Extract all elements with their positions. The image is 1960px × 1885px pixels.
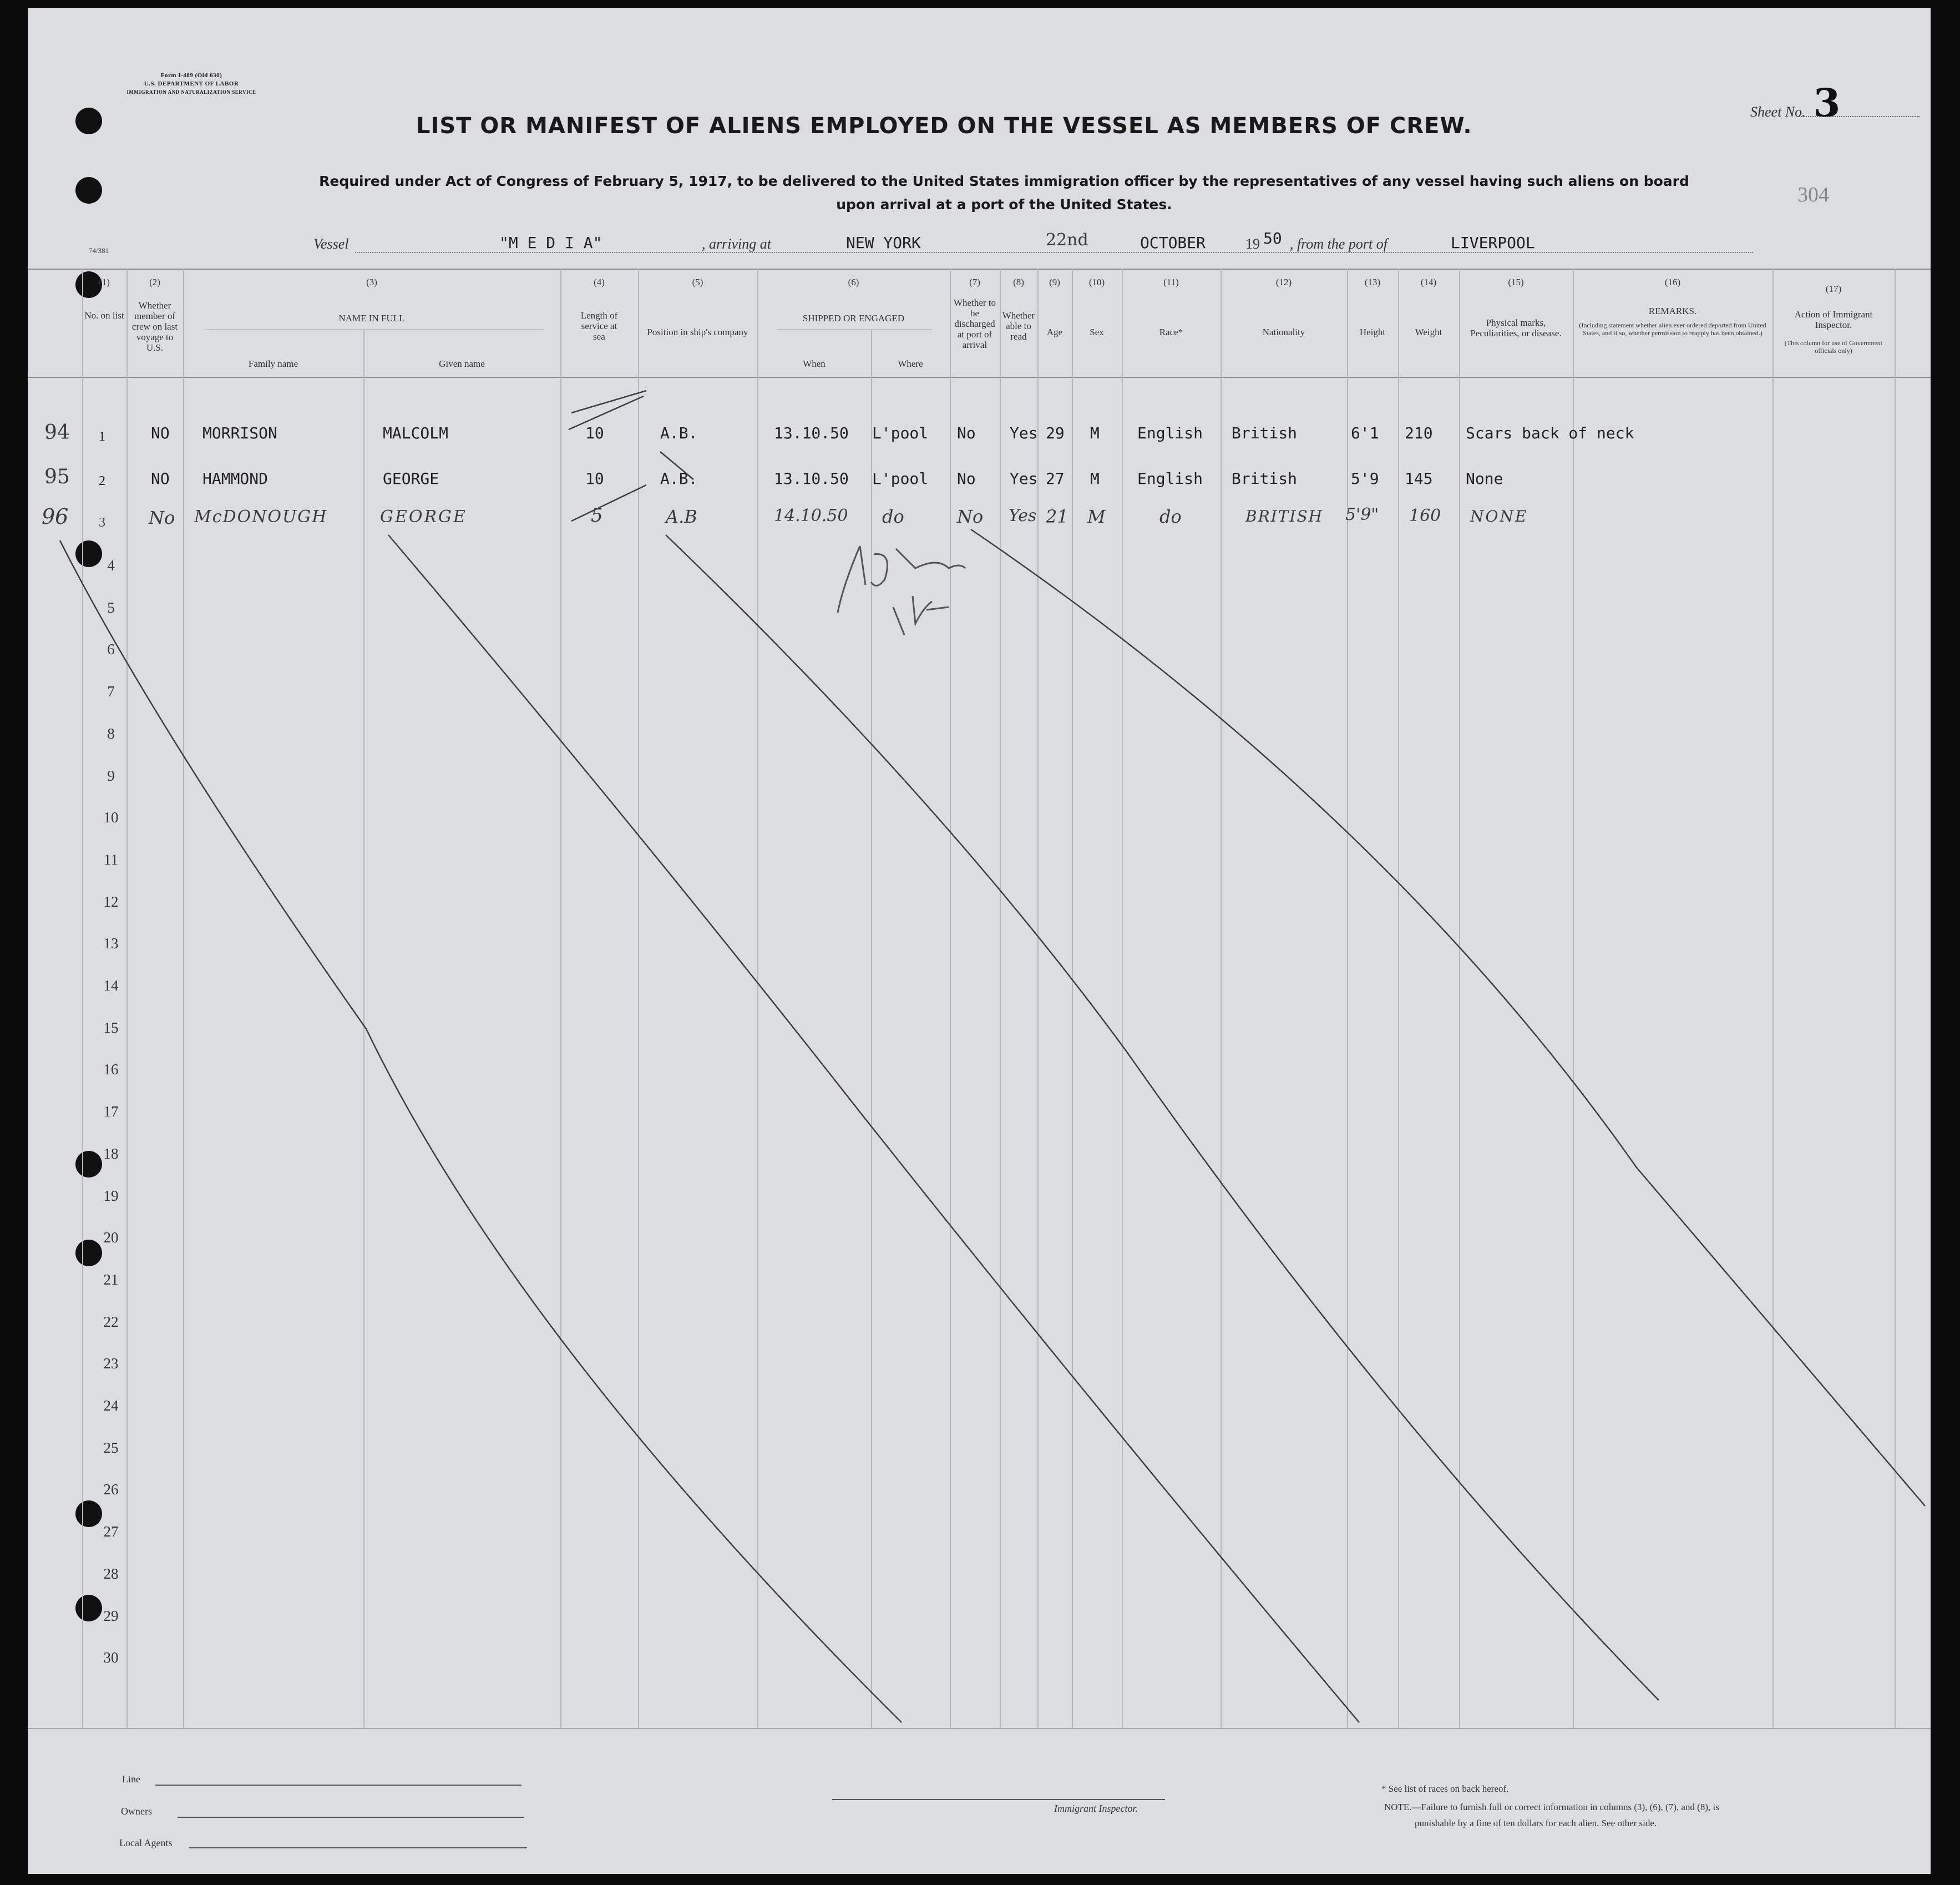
line-number: 4	[107, 557, 115, 574]
footer-owners-underline	[178, 1817, 524, 1818]
column-number: (12)	[1275, 277, 1292, 287]
line-number: 25	[103, 1439, 119, 1456]
column-number: (3)	[366, 277, 377, 287]
from-label: , from the port of	[1290, 236, 1387, 252]
cell-family-name: MORRISON	[202, 424, 277, 442]
column-header-discharged: Whether to be discharged at port of arrival	[954, 297, 996, 350]
column-number: (6)	[848, 277, 859, 287]
line-number: 24	[103, 1397, 119, 1414]
column-header-weight: Weight	[1415, 327, 1442, 337]
line-number: 21	[103, 1271, 119, 1288]
column-header-remarks: REMARKS.	[1648, 306, 1697, 316]
cancellation-line	[971, 529, 1925, 1506]
column-header-shipped-or-engaged: SHIPPED OR ENGAGED	[802, 313, 905, 324]
column-header-able-to-read: Whether able to read	[1002, 310, 1035, 342]
column-header-name-in-full: NAME IN FULL	[338, 313, 405, 324]
line-number: 6	[107, 641, 115, 658]
cell-when: 13.10.50	[774, 469, 849, 488]
margin-number: 95	[44, 466, 70, 488]
cell-service: 10	[585, 424, 604, 442]
cell-discharged: No	[957, 469, 976, 488]
race-note: * See list of races on back hereof.	[1381, 1783, 1509, 1794]
departure-port: LIVERPOOL	[1451, 234, 1535, 252]
cell-read: Yes	[1009, 506, 1037, 525]
cell-sex: M	[1090, 424, 1100, 442]
column-header-when: When	[803, 358, 825, 369]
sheet-number: 3	[1813, 80, 1841, 126]
column-header-family-name: Family name	[248, 358, 298, 369]
column-number: (7)	[969, 277, 980, 287]
column-header-physical-marks: Physical marks, Peculiarities, or disease.	[1470, 317, 1562, 338]
cell-position: A.B	[666, 506, 697, 527]
column-header-position: Position in ship's company	[647, 327, 748, 337]
print-code: 74/381	[89, 246, 109, 255]
cell-physical-marks: NONE	[1470, 507, 1528, 525]
tick-mark	[571, 485, 646, 521]
line-number: 18	[103, 1145, 119, 1162]
footer-agents-underline	[189, 1847, 527, 1848]
cancellation-line	[666, 535, 1659, 1700]
column-header-length-of-service: Length of service at sea	[580, 310, 618, 342]
inspector-label: Immigrant Inspector.	[1054, 1803, 1138, 1814]
remarks-note: (Including statement whether alien ever ordered deported from United States, and if so, whether permission to reapply has been obtained.)	[1579, 321, 1766, 337]
cell-where: do	[882, 506, 904, 527]
line-number: 12	[103, 893, 119, 910]
tick-mark	[571, 391, 646, 413]
column-number: (10)	[1088, 277, 1105, 287]
cell-age: 27	[1046, 469, 1065, 488]
line-number: 29	[103, 1607, 119, 1624]
cell-given-name: GEORGE	[380, 507, 467, 527]
column-number: (13)	[1364, 277, 1381, 287]
note-line-1: NOTE.—Failure to furnish full or correct information in columns (3), (6), (7), and (8), is	[1384, 1802, 1719, 1812]
line-number: 28	[103, 1565, 119, 1582]
cell-physical-marks: Scars back of neck	[1466, 424, 1634, 442]
cell-weight: 160	[1409, 506, 1441, 525]
line-number: 20	[103, 1229, 119, 1246]
cell-race: do	[1159, 506, 1182, 527]
arriving-label: , arriving at	[702, 236, 771, 252]
cell-nationality: British	[1232, 469, 1298, 488]
line-number: 27	[103, 1523, 119, 1540]
column-header-height: Height	[1359, 327, 1386, 337]
cell-family-name: McDONOUGH	[194, 507, 328, 527]
cell-discharged: No	[957, 424, 976, 442]
vessel-name: "M E D I A"	[499, 234, 602, 252]
column-number: (16)	[1664, 277, 1681, 287]
cell-read: Yes	[1010, 469, 1038, 488]
manifest-sheet	[28, 8, 1931, 1874]
year-suffix: 50	[1263, 229, 1282, 247]
cell-height: 6'1	[1351, 424, 1379, 442]
arrival-month: OCTOBER	[1140, 234, 1206, 252]
cancellation-marks	[28, 8, 1931, 1874]
margin-number: 94	[44, 421, 70, 444]
footer-agents-label: Local Agents	[119, 1837, 173, 1848]
cell-service: 5	[591, 504, 603, 527]
column-number: (9)	[1049, 277, 1060, 287]
stamp-number: 304	[1797, 183, 1829, 206]
cell-position: A.B.	[660, 424, 698, 442]
cell-nationality: British	[1232, 424, 1298, 442]
column-header-nationality: Nationality	[1262, 327, 1305, 337]
column-header-race: Race*	[1159, 327, 1183, 337]
cancellation-line	[60, 540, 902, 1722]
tick-mark	[569, 396, 644, 429]
line-number: 30	[103, 1649, 119, 1666]
cell-race: English	[1137, 424, 1203, 442]
sheet-label: Sheet No.	[1750, 104, 1806, 120]
subtitle-line-1: Required under Act of Congress of February 5, 1917, to be delivered to the United States immigration officer by the representatives of any vessel having such aliens on board	[319, 173, 1689, 189]
cell-given-name: MALCOLM	[383, 424, 449, 442]
line-number: 23	[103, 1355, 119, 1372]
page-title: LIST OR MANIFEST OF ALIENS EMPLOYED ON THE VESSEL AS MEMBERS OF CREW.	[416, 113, 1472, 139]
vessel-label: Vessel	[313, 236, 349, 252]
column-number: (5)	[692, 277, 703, 287]
department-name: U.S. DEPARTMENT OF LABOR	[144, 80, 239, 87]
column-number: (4)	[594, 277, 605, 287]
line-number: 22	[103, 1313, 119, 1330]
column-number: (2)	[149, 277, 160, 287]
cell-member: NO	[151, 469, 170, 488]
year-prefix: 19	[1245, 236, 1260, 252]
cell-weight: 145	[1405, 469, 1433, 488]
inspector-signature	[838, 546, 965, 635]
column-header-given-name: Given name	[439, 358, 485, 369]
line-number: 13	[103, 935, 119, 952]
cell-sex: M	[1090, 469, 1100, 488]
column-number: (17)	[1825, 284, 1842, 294]
cell-weight: 210	[1405, 424, 1433, 442]
column-header-where: Where	[898, 358, 923, 369]
line-number: 9	[107, 767, 115, 784]
line-number: 16	[103, 1061, 119, 1078]
line-number: 17	[103, 1103, 119, 1120]
line-number: 1	[99, 429, 105, 444]
cell-height: 5'9"	[1345, 505, 1379, 524]
margin-number: 96	[42, 504, 69, 529]
inspector-note: (This column for use of Government officials only)	[1784, 339, 1883, 355]
form-number: Form I-489 (Old 630)	[160, 72, 222, 79]
arrival-day: 22nd	[1046, 230, 1088, 250]
tick-mark	[660, 452, 693, 479]
footer-owners-label: Owners	[121, 1806, 152, 1817]
note-line-2: punishable by a fine of ten dollars for each alien. See other side.	[1415, 1818, 1657, 1828]
cell-physical-marks: None	[1466, 469, 1503, 488]
column-number: (1)	[99, 277, 110, 287]
cell-nationality: BRITISH	[1245, 507, 1324, 525]
cell-family-name: HAMMOND	[202, 469, 269, 488]
cell-when: 14.10.50	[774, 506, 848, 525]
column-header-inspector-action: Action of Immigrant Inspector.	[1794, 309, 1873, 330]
column-number: (14)	[1420, 277, 1437, 287]
line-number: 7	[107, 683, 115, 700]
column-header-crew-last-voyage: Whether member of crew on last voyage to U.S.	[131, 300, 178, 353]
column-number: (8)	[1013, 277, 1024, 287]
line-number: 26	[103, 1481, 119, 1498]
cell-given-name: GEORGE	[383, 469, 439, 488]
cell-position: A.B.	[660, 469, 698, 488]
column-header-no-on-list: No. on list	[84, 310, 124, 321]
cell-sex: M	[1087, 506, 1106, 527]
cell-when: 13.10.50	[774, 424, 849, 442]
subtitle-line-2: upon arrival at a port of the United States.	[836, 196, 1172, 213]
cell-race: English	[1137, 469, 1203, 488]
service-name: IMMIGRATION AND NATURALIZATION SERVICE	[126, 89, 256, 95]
line-number: 14	[103, 977, 119, 994]
column-header-age: Age	[1046, 327, 1063, 337]
line-number: 3	[99, 516, 105, 530]
cell-where: L'pool	[872, 469, 929, 488]
line-number: 19	[103, 1187, 119, 1204]
cell-discharged: No	[957, 506, 984, 527]
line-number: 5	[107, 599, 115, 616]
line-number: 15	[103, 1019, 119, 1036]
inspector-signature-line	[832, 1799, 1165, 1800]
cell-age: 29	[1046, 424, 1065, 442]
line-number: 2	[99, 474, 105, 488]
cell-member: No	[149, 507, 175, 528]
footer-line-underline	[155, 1785, 521, 1786]
cell-where: L'pool	[872, 424, 929, 442]
column-number: (15)	[1508, 277, 1524, 287]
column-header-sex: Sex	[1090, 327, 1104, 337]
cell-read: Yes	[1010, 424, 1038, 442]
cell-age: 21	[1046, 506, 1068, 527]
arrival-port: NEW YORK	[846, 234, 921, 252]
footer-line-label: Line	[122, 1773, 140, 1785]
cell-member: NO	[151, 424, 170, 442]
line-number: 8	[107, 725, 115, 742]
line-number: 10	[103, 809, 119, 826]
cell-service: 10	[585, 469, 604, 488]
column-number: (11)	[1163, 277, 1179, 287]
line-number: 11	[104, 851, 118, 868]
cell-height: 5'9	[1351, 469, 1379, 488]
